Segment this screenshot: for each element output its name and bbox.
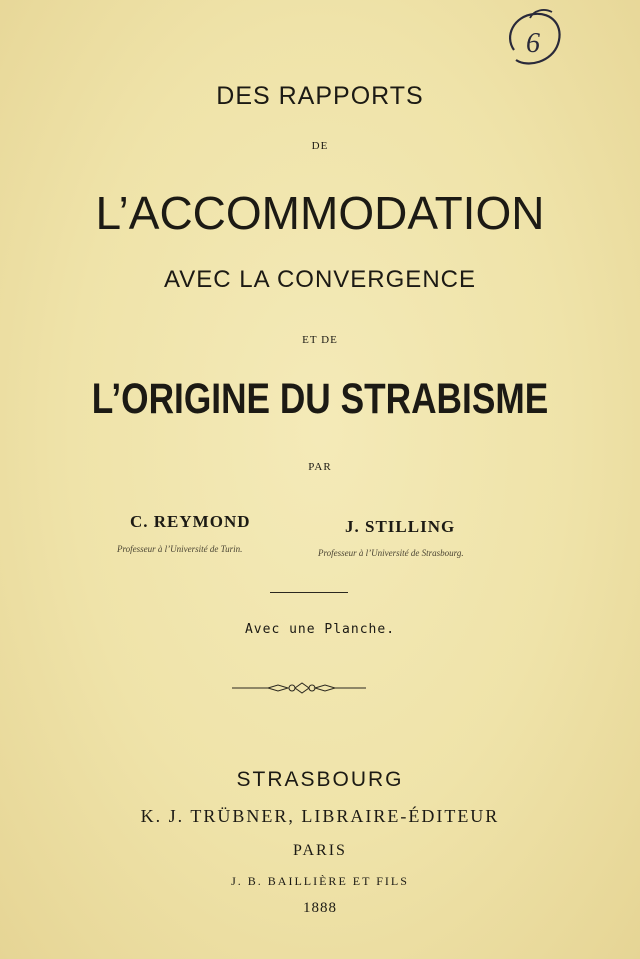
title-line-1: DES RAPPORTS	[216, 82, 424, 110]
author-name-reymond: C. REYMOND	[130, 512, 251, 531]
imprint-publisher-2: J. B. BAILLIÈRE ET FILS	[231, 874, 409, 888]
author-affiliation-stilling: Professeur à l’Université de Strasbourg.	[318, 548, 464, 558]
imprint-city-2: PARIS	[293, 842, 347, 859]
ornament-divider	[232, 680, 366, 696]
title-connector-et-de: ET DE	[302, 334, 338, 346]
title-line-3: AVEC LA CONVERGENCE	[164, 266, 476, 293]
title-connector-de: DE	[311, 140, 329, 152]
imprint-year: 1888	[303, 900, 337, 916]
by-label: PAR	[308, 461, 332, 473]
author-name-stilling: J. STILLING	[345, 517, 456, 536]
handwritten-number-mark	[500, 6, 570, 72]
handwritten-number: 6	[526, 28, 540, 59]
imprint-city: STRASBOURG	[236, 768, 404, 791]
title-line-4: L’ORIGINE DU STRABISME	[91, 375, 549, 423]
author-affiliation-reymond: Professeur à l’Université de Turin.	[117, 544, 243, 554]
plate-note: Avec une Planche.	[244, 622, 396, 637]
imprint-publisher: K. J. TRÜBNER, LIBRAIRE-ÉDITEUR	[140, 806, 500, 826]
title-line-2: L’ACCOMMODATION	[95, 187, 545, 239]
divider-rule	[270, 592, 348, 593]
